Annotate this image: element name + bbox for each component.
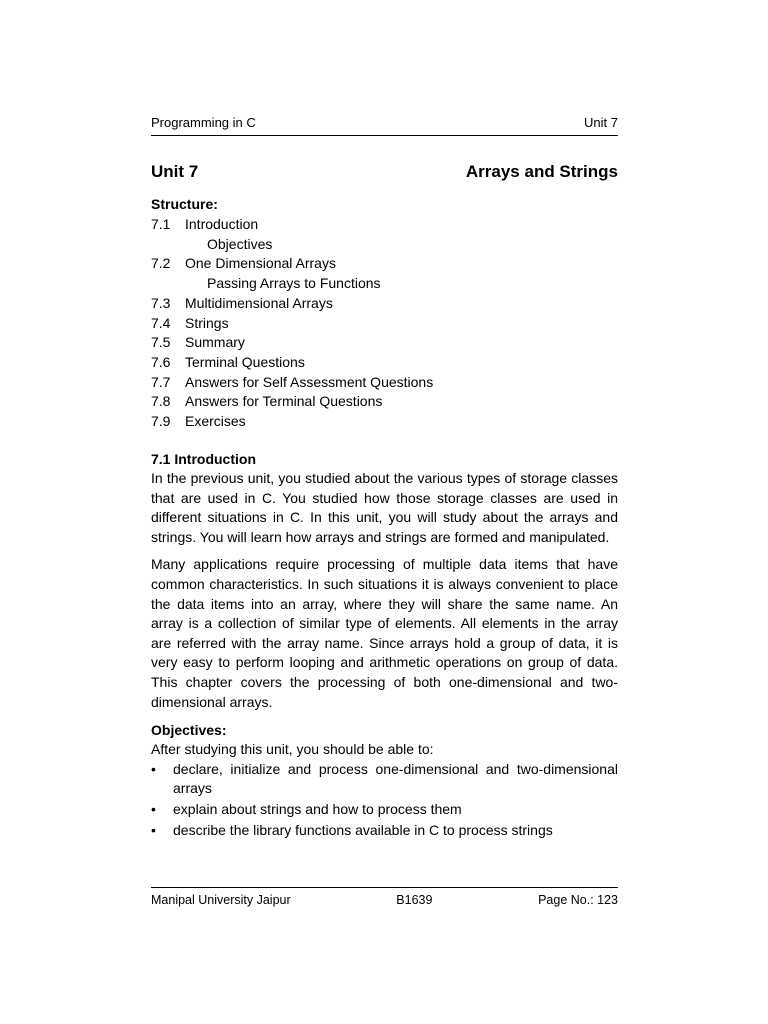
structure-heading: Structure: (151, 196, 218, 212)
toc-item (151, 353, 618, 373)
bullet-icon: • (151, 760, 156, 777)
toc-number: 7.8 (151, 393, 171, 410)
objective-text: describe the library functions available in C to process strings (173, 821, 553, 838)
toc-label: Answers for Self Assessment Questions (185, 373, 434, 390)
toc-number: 7.1 (151, 216, 171, 232)
structure-list (151, 195, 618, 432)
toc-number: 7.9 (151, 413, 171, 430)
toc-label: Multidimensional Arrays (185, 294, 333, 311)
toc-label: Answers for Terminal Questions (185, 393, 383, 410)
footer-university: Manipal University Jaipur (151, 893, 291, 907)
unit-title-row (151, 162, 618, 182)
toc-subitem: Passing Arrays to Functions (207, 275, 381, 292)
footer-code: B1639 (396, 893, 433, 907)
objective-text: explain about strings and how to process them (173, 800, 462, 817)
introduction-section (151, 450, 618, 840)
introduction-heading: 7.1 Introduction (151, 451, 256, 467)
toc-label: Exercises (185, 413, 246, 430)
toc-item (151, 392, 618, 412)
header-course-title: Programming in C (151, 115, 256, 130)
toc-item (151, 373, 618, 393)
list-item (151, 800, 618, 820)
objectives-list (151, 760, 618, 840)
bullet-icon: • (151, 800, 156, 817)
toc-label: Terminal Questions (185, 353, 305, 370)
introduction-paragraph: Many applications require processing of multiple data items that have common characteristics. In such situations it is always convenient to place the data items into an array, where they will share the same name. An array is a collection of similar type of elements. All elements in the array are referred with the array name. Since arrays hold a group of data, it is very easy to perform looping and arithmetic operations on group of data. This chapter covers the processing of both one-dimensional and two-dimensional arrays. (151, 556, 618, 710)
toc-item (151, 314, 618, 334)
footer-page-number: Page No.: 123 (538, 893, 618, 907)
introduction-paragraph: In the previous unit, you studied about the various types of storage classes that are used in C. You studied how those storage classes are used in different situations in C. In this unit, you will study about the arrays and strings. You will learn how arrays and strings are formed and manipulated. (151, 470, 618, 545)
running-footer (151, 887, 618, 907)
running-header (151, 115, 618, 136)
toc-label: Strings (185, 314, 229, 331)
toc-subitem: Objectives (207, 235, 273, 252)
toc-number: 7.3 (151, 294, 171, 311)
objectives-heading: Objectives: (151, 722, 227, 739)
toc-label: Introduction (185, 216, 259, 232)
list-item (151, 821, 618, 841)
toc-item (151, 412, 618, 432)
toc-number: 7.5 (151, 334, 171, 351)
toc-item (151, 294, 618, 314)
toc-number: 7.4 (151, 314, 171, 331)
toc-item (151, 254, 618, 274)
toc-number: 7.6 (151, 353, 171, 370)
objective-text: declare, initialize and process one-dimensional and two-dimensional arrays (173, 760, 618, 797)
objectives-lead: After studying this unit, you should be able to: (151, 741, 434, 758)
toc-label: Summary (185, 334, 245, 351)
bullet-icon: • (151, 821, 156, 838)
toc-item (151, 333, 618, 353)
unit-title: Arrays and Strings (465, 162, 618, 181)
header-unit-label: Unit 7 (584, 115, 618, 130)
toc-label: One Dimensional Arrays (185, 255, 336, 272)
toc-number: 7.7 (151, 373, 171, 390)
list-item (151, 760, 618, 799)
toc-number: 7.2 (151, 255, 171, 272)
unit-number: Unit 7 (151, 162, 199, 181)
toc-item (151, 215, 618, 235)
